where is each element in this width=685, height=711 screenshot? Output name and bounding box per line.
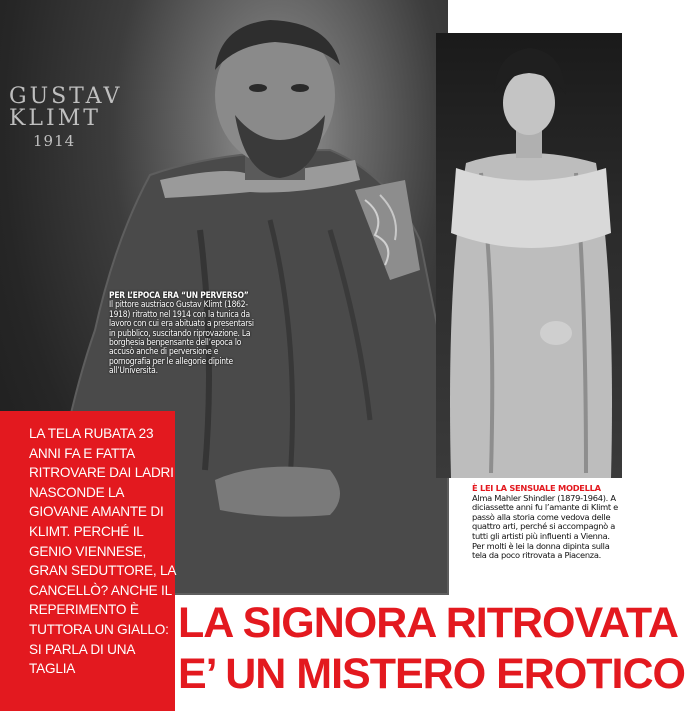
alma-figure-illustration bbox=[436, 33, 622, 478]
photo-signature bbox=[9, 86, 122, 152]
signature-name-line2: KLIMT bbox=[9, 106, 101, 131]
klimt-caption-body: Il pittore austriaco Gustav Klimt (1862-1918) ritratto nel 1914 con la tunica da lavoro con cui era abituato a presentarsi in pubblico, suscitando riprovazione. La borghesia benpensante dell’epoca lo accusò anche di perversione e pornografia per le allegorie dipinte all’Università. bbox=[109, 299, 254, 376]
alma-caption-body: Alma Mahler Shindler (1879-1964). A diciassette anni fu l’amante di Klimt e passò alla storia come vedova delle quattro arti, perché si accompagnò a tutti gli artisti più influenti a Vienna. Per molti è lei la donna dipinta sulla tela da poco ritrovata a Piacenza. bbox=[472, 492, 618, 561]
klimt-photo-caption bbox=[109, 291, 259, 376]
signature-name-line1: GUSTAV bbox=[9, 84, 123, 109]
signature-year: 1914 bbox=[33, 132, 76, 150]
alma-caption-lead: È LEI LA SENSUALE MODELLA bbox=[472, 483, 601, 493]
article-headline bbox=[178, 598, 685, 700]
alma-mahler-photo bbox=[436, 33, 622, 478]
headline-line1: LA SIGNORA RITROVATA bbox=[178, 599, 678, 647]
headline-line2: E’ UN MISTERO EROTICO bbox=[178, 650, 685, 698]
standfirst-text: LA TELA RUBATA 23 ANNI FA E FATTA RITROVARE DAI LADRI NASCONDE LA GIOVANE AMANTE DI KLIMT. PERCHÉ IL GENIO VIENNESE, GRAN SEDUTTORE, LA CANCELLÒ? ANCHE IL REPERIMENTO È TUTTORA UN GIALLO: SI PARLA DI UNA TAGLIA bbox=[29, 426, 176, 677]
klimt-caption-lead: PER L’EPOCA ERA “UN PERVERSO” bbox=[109, 290, 249, 300]
alma-photo-caption bbox=[472, 484, 620, 561]
